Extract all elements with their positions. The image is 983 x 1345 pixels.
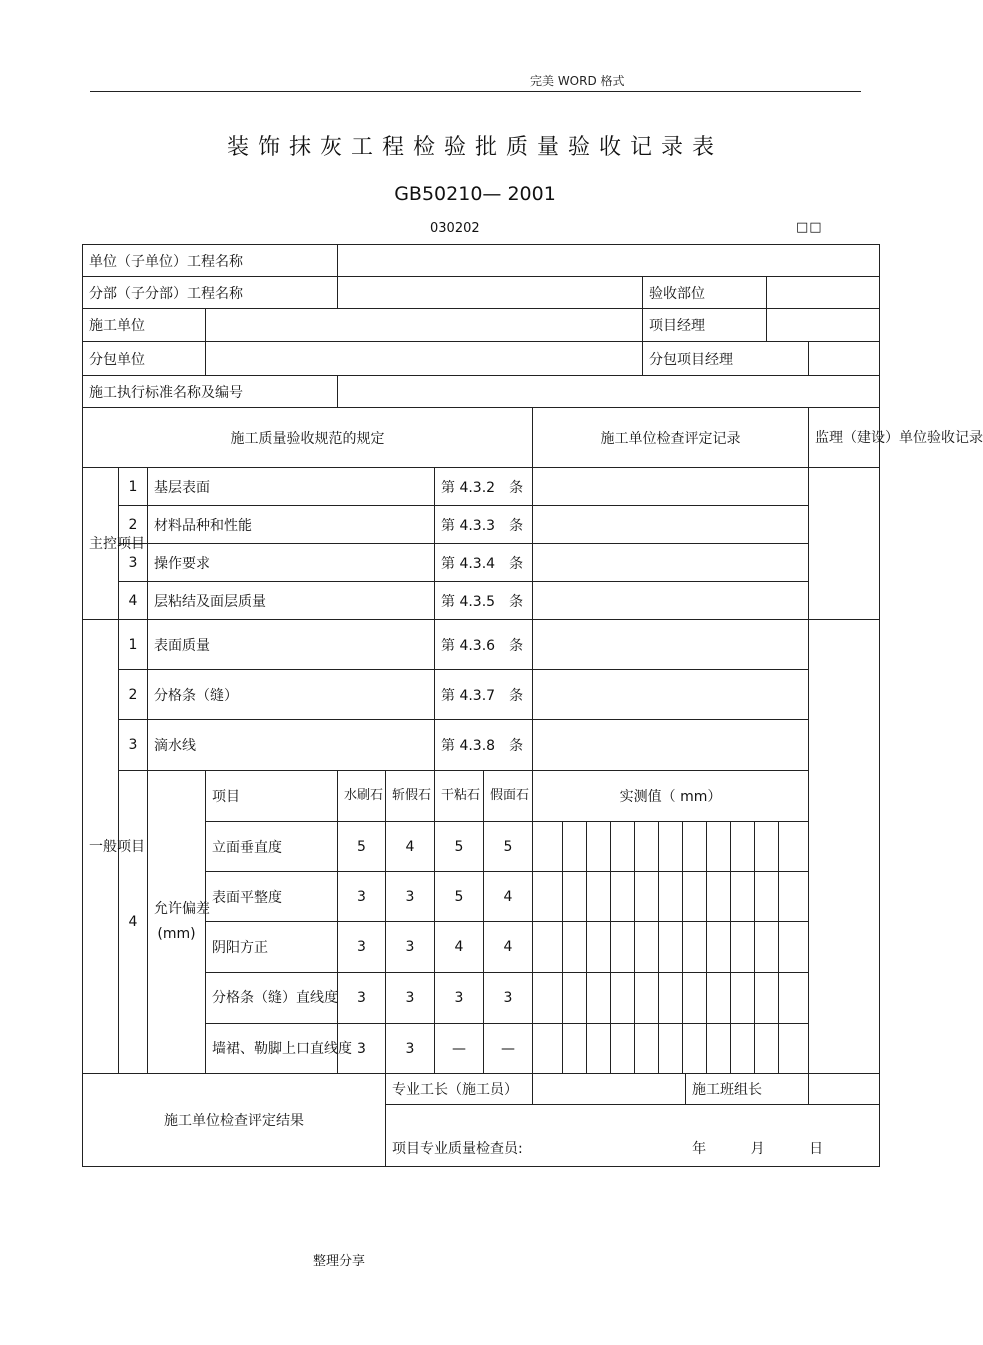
header-rule (90, 91, 861, 92)
subcontractor-label: 分包单位 (83, 342, 206, 376)
page-footer: 整理分享 (313, 1254, 366, 1269)
code-boxes: □□ (796, 220, 823, 235)
main-item-name: 材料品种和性能 (148, 506, 435, 544)
inspection-part-field[interactable] (767, 277, 880, 309)
general-item-clause: 第 4.3.7 条 (435, 670, 533, 720)
tolerance-row-name: 立面垂直度 (206, 822, 338, 872)
tolerance-value: — (435, 1024, 484, 1074)
column-header: 干粘石 (435, 771, 484, 822)
measured-header: 实测值（ mm） (533, 771, 809, 822)
general-item-clause: 第 4.3.6 条 (435, 620, 533, 670)
general-item-clause: 第 4.3.8 条 (435, 720, 533, 771)
standard-name-label: 施工执行标准名称及编号 (83, 376, 338, 408)
tolerance-value: 3 (484, 973, 533, 1024)
main-item-clause: 第 4.3.3 条 (435, 506, 533, 544)
foreman-label: 专业工长（施工员） (386, 1074, 533, 1105)
tolerance-value: 4 (435, 922, 484, 973)
tolerance-value: 3 (386, 973, 435, 1024)
general-item-name: 滴水线 (148, 720, 435, 771)
column-header: 假面石 (484, 771, 533, 822)
main-item-clause: 第 4.3.2 条 (435, 468, 533, 506)
general-item-record[interactable] (533, 620, 809, 670)
measured-grid[interactable] (533, 822, 809, 872)
tolerance-unit: (mm) (157, 926, 196, 942)
tolerance-value: 3 (435, 973, 484, 1024)
main-item-no: 2 (119, 506, 148, 544)
tolerance-value: 5 (435, 822, 484, 872)
result-signature[interactable] (386, 1105, 880, 1167)
tolerance-row-name: 阴阳方正 (206, 922, 338, 973)
main-control-label: 主控项目 (83, 468, 119, 620)
main-item-name: 操作要求 (148, 544, 435, 582)
construction-unit-label: 施工单位 (83, 309, 206, 342)
tolerance-row-name: 分格条（缝）直线度 (206, 973, 338, 1024)
construction-unit-field[interactable] (206, 309, 643, 342)
project-manager-label: 项目经理 (643, 309, 767, 342)
tolerance-row-name: 表面平整度 (206, 872, 338, 922)
result-label: 施工单位检查评定结果 (83, 1074, 386, 1167)
subcontractor-field[interactable] (206, 342, 643, 376)
tolerance-value: — (484, 1024, 533, 1074)
tolerance-value: 5 (338, 822, 386, 872)
tolerance-item-header: 项目 (206, 771, 338, 822)
measured-grid[interactable] (533, 872, 809, 922)
year-label: 年 (692, 1141, 707, 1157)
tolerance-no: 4 (119, 771, 148, 1074)
tolerance-value: 4 (386, 822, 435, 872)
general-item-no: 2 (119, 670, 148, 720)
tolerance-value: 3 (386, 872, 435, 922)
column-header: 水刷石 (338, 771, 386, 822)
sub-manager-field[interactable] (809, 342, 880, 376)
standard-code: GB50210— 2001 (394, 183, 556, 205)
measured-grid[interactable] (533, 922, 809, 973)
general-item-no: 3 (119, 720, 148, 771)
unit-project-label: 单位（子单位）工程名称 (83, 245, 338, 277)
unit-project-field[interactable] (338, 245, 880, 277)
main-item-no: 1 (119, 468, 148, 506)
main-item-name: 基层表面 (148, 468, 435, 506)
team-leader-label: 施工班组长 (686, 1074, 809, 1105)
tolerance-value: 4 (484, 872, 533, 922)
inspection-form-table (82, 244, 983, 1167)
main-item-record[interactable] (533, 468, 809, 506)
sub-project-label: 分部（子分部）工程名称 (83, 277, 338, 309)
tolerance-value: 3 (338, 872, 386, 922)
tolerance-value: 3 (338, 973, 386, 1024)
tolerance-label-cell (148, 771, 210, 1074)
general-item-record[interactable] (533, 670, 809, 720)
main-item-name: 层粘结及面层质量 (148, 582, 435, 620)
tolerance-value: 3 (386, 1024, 435, 1074)
check-record-header: 施工单位检查评定记录 (533, 408, 809, 468)
day-label: 日 (809, 1141, 824, 1157)
supervision-header: 监理（建设）单位验收记录 (809, 408, 880, 468)
general-item-name: 分格条（缝） (148, 670, 435, 720)
column-header: 斩假石 (386, 771, 435, 822)
general-item-no: 1 (119, 620, 148, 670)
main-item-clause: 第 4.3.4 条 (435, 544, 533, 582)
team-leader-field[interactable] (809, 1074, 880, 1105)
inspector-label: 项目专业质量检查员: (392, 1141, 523, 1157)
inspection-part-label: 验收部位 (643, 277, 767, 309)
tolerance-row-name: 墙裙、勒脚上口直线度 (206, 1024, 338, 1074)
spec-header: 施工质量验收规范的规定 (83, 408, 533, 468)
month-label: 月 (750, 1141, 765, 1157)
main-supervision-field[interactable] (809, 468, 880, 620)
general-supervision-field[interactable] (809, 620, 880, 1074)
tolerance-label: 允许偏差 (154, 901, 210, 917)
sub-manager-label: 分包项目经理 (643, 342, 809, 376)
tolerance-value: 5 (484, 822, 533, 872)
sub-project-field[interactable] (338, 277, 643, 309)
measured-grid[interactable] (533, 973, 809, 1024)
page-title: 装饰抹灰工程检验批质量验收记录表 (226, 135, 723, 160)
main-item-record[interactable] (533, 506, 809, 544)
general-item-record[interactable] (533, 720, 809, 771)
main-item-record[interactable] (533, 582, 809, 620)
tolerance-value: 3 (386, 922, 435, 973)
tolerance-value: 3 (338, 922, 386, 973)
main-item-no: 4 (119, 582, 148, 620)
main-item-record[interactable] (533, 544, 809, 582)
tolerance-value: 5 (435, 872, 484, 922)
page-header: 完美 WORD 格式 (530, 74, 625, 88)
general-item-name: 表面质量 (148, 620, 435, 670)
foreman-field[interactable] (533, 1074, 686, 1105)
tolerance-value: 3 (338, 1024, 386, 1074)
project-manager-field[interactable] (767, 309, 880, 342)
main-item-clause: 第 4.3.5 条 (435, 582, 533, 620)
main-item-no: 3 (119, 544, 148, 582)
standard-name-field[interactable] (338, 376, 880, 408)
form-code: 030202 (430, 221, 480, 236)
general-label: 一般项目 (83, 620, 119, 1074)
measured-grid[interactable] (533, 1024, 809, 1074)
tolerance-value: 4 (484, 922, 533, 973)
